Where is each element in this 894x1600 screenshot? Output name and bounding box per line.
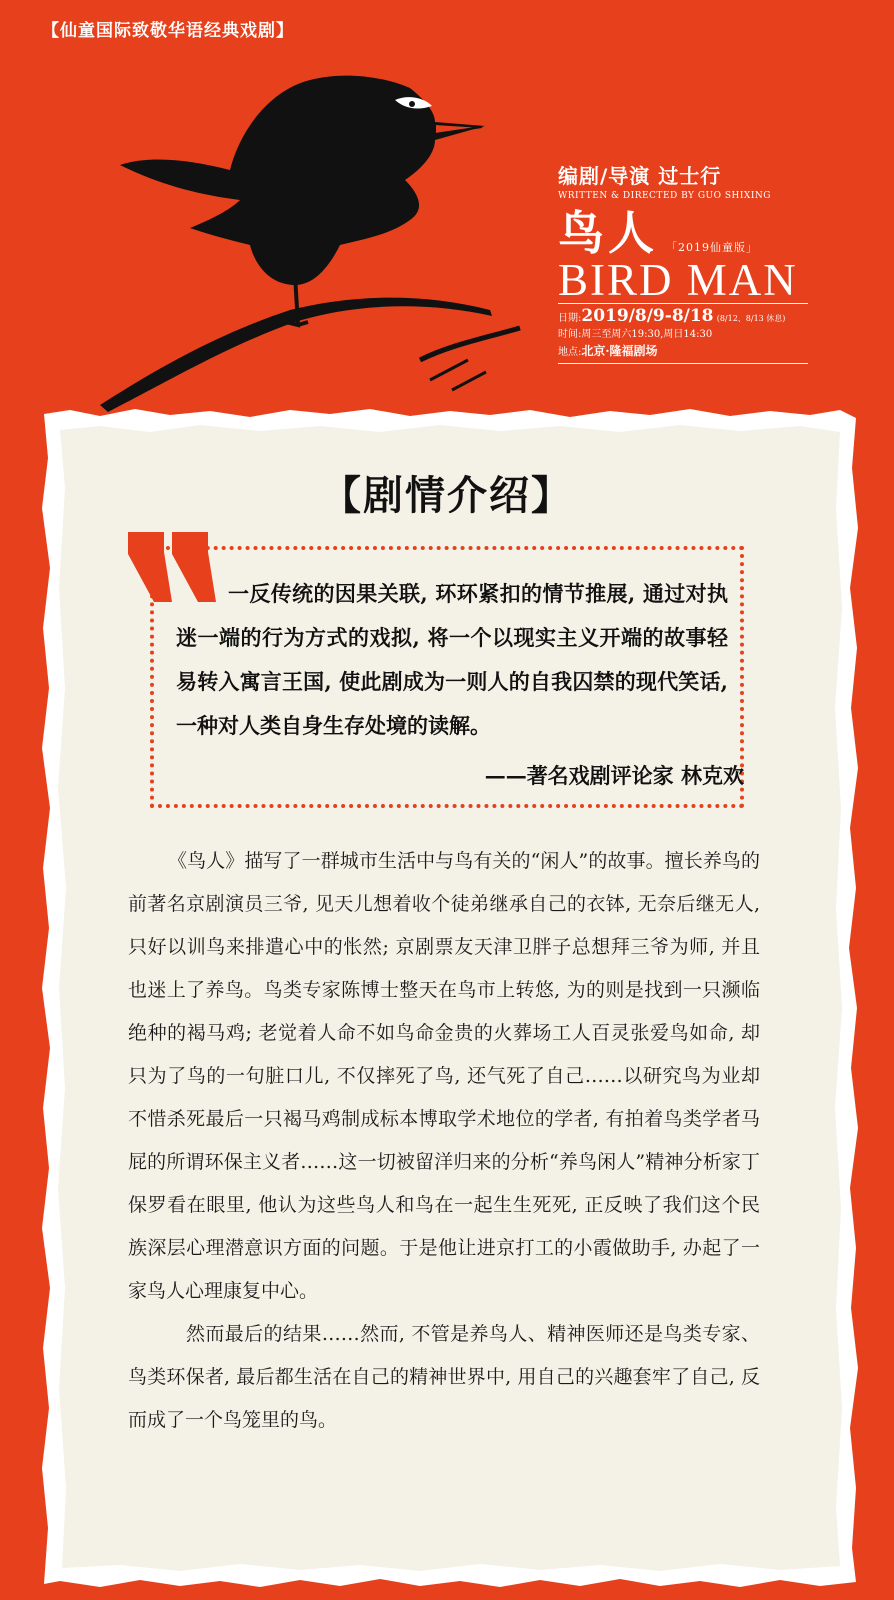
date-label: 日期:	[558, 313, 582, 324]
synopsis-paragraph-1: 《鸟人》描写了一群城市生活中与鸟有关的“闲人”的故事。擅长养鸟的前著名京剧演员三爷, 见天儿想着收个徒弟继承自己的衣钵, 无奈后继无人, 只好以训鸟来排遣心中的怅然; 京剧票友天津卫胖子总想拜三爷为师, 并且也迷上了养鸟。鸟类专家陈博士整天在鸟市上转悠, 为的则是找到一只濒临绝种的褐马鸡; 老觉着人命不如鸟命金贵的火葬场工人百灵张爱鸟如命, 却只为了鸟的一句脏口儿, 不仅摔死了鸟, 还气死了自己……以研究鸟为业却不惜杀死最后一只褐马鸡制成标本博取学术地位的学者, 有拍着鸟类学者马屁的所谓环保主义者……这一切被留洋归来的分析“养鸟闲人”精神分析家丁保罗看在眼里, 他认为这些鸟人和鸟在一起生生死死, 正反映了我们这个民族深层心理潜意识方面的问题。于是他让进京打工的小霞做助手, 办起了一家鸟人心理康复中心。	[128, 850, 760, 1302]
venue-value: 北京·隆福剧场	[581, 344, 658, 358]
section-title: 【剧情介绍】	[321, 473, 573, 519]
venue-line	[558, 343, 808, 361]
date-note: (8/12、8/13 休息)	[716, 314, 786, 323]
critic-quote: 一反传统的因果关联, 环环紧扣的情节推展, 通过对执迷一端的行为方式的戏拟, 将一个以现实主义开端的故事轻易转入寓言王国, 使此剧成为一则人的自我囚禁的现代笑话, 一种对人类自身生存处境的读解。	[176, 581, 728, 738]
edition-label: 「2019仙童版」	[666, 241, 758, 254]
synopsis-paragraph-2: 然而最后的结果……然而, 不管是养鸟人、精神医师还是鸟类专家、鸟类环保者, 最后都生活在自己的精神世界中, 用自己的兴趣套牢了自己, 反而成了一个鸟笼里的鸟。	[128, 1323, 760, 1431]
bird-illustration	[90, 60, 540, 420]
credits-block	[558, 160, 808, 368]
venue-label: 地点:	[558, 347, 582, 358]
quote-author: ——著名戏剧评论家 林克欢	[484, 763, 744, 788]
play-title-en: BIRD MAN	[558, 255, 798, 305]
director-credit-en: WRITTEN & DIRECTED BY GUO SHIXING	[558, 191, 771, 201]
divider-bottom	[558, 363, 808, 364]
time-line: 时间:周三至周六19:30,周日14:30	[558, 329, 713, 340]
synopsis	[128, 840, 760, 1442]
schedule-info	[558, 308, 808, 361]
date-line	[558, 308, 808, 327]
play-title-cn: 鸟人	[558, 206, 658, 260]
date-value: 2019/8/9-8/18	[581, 306, 714, 326]
top-banner: 【仙童国际致敬华语经典戏剧】	[42, 21, 294, 41]
title-row	[558, 207, 808, 259]
director-credit-cn: 编剧/导演 过士行	[558, 164, 722, 188]
